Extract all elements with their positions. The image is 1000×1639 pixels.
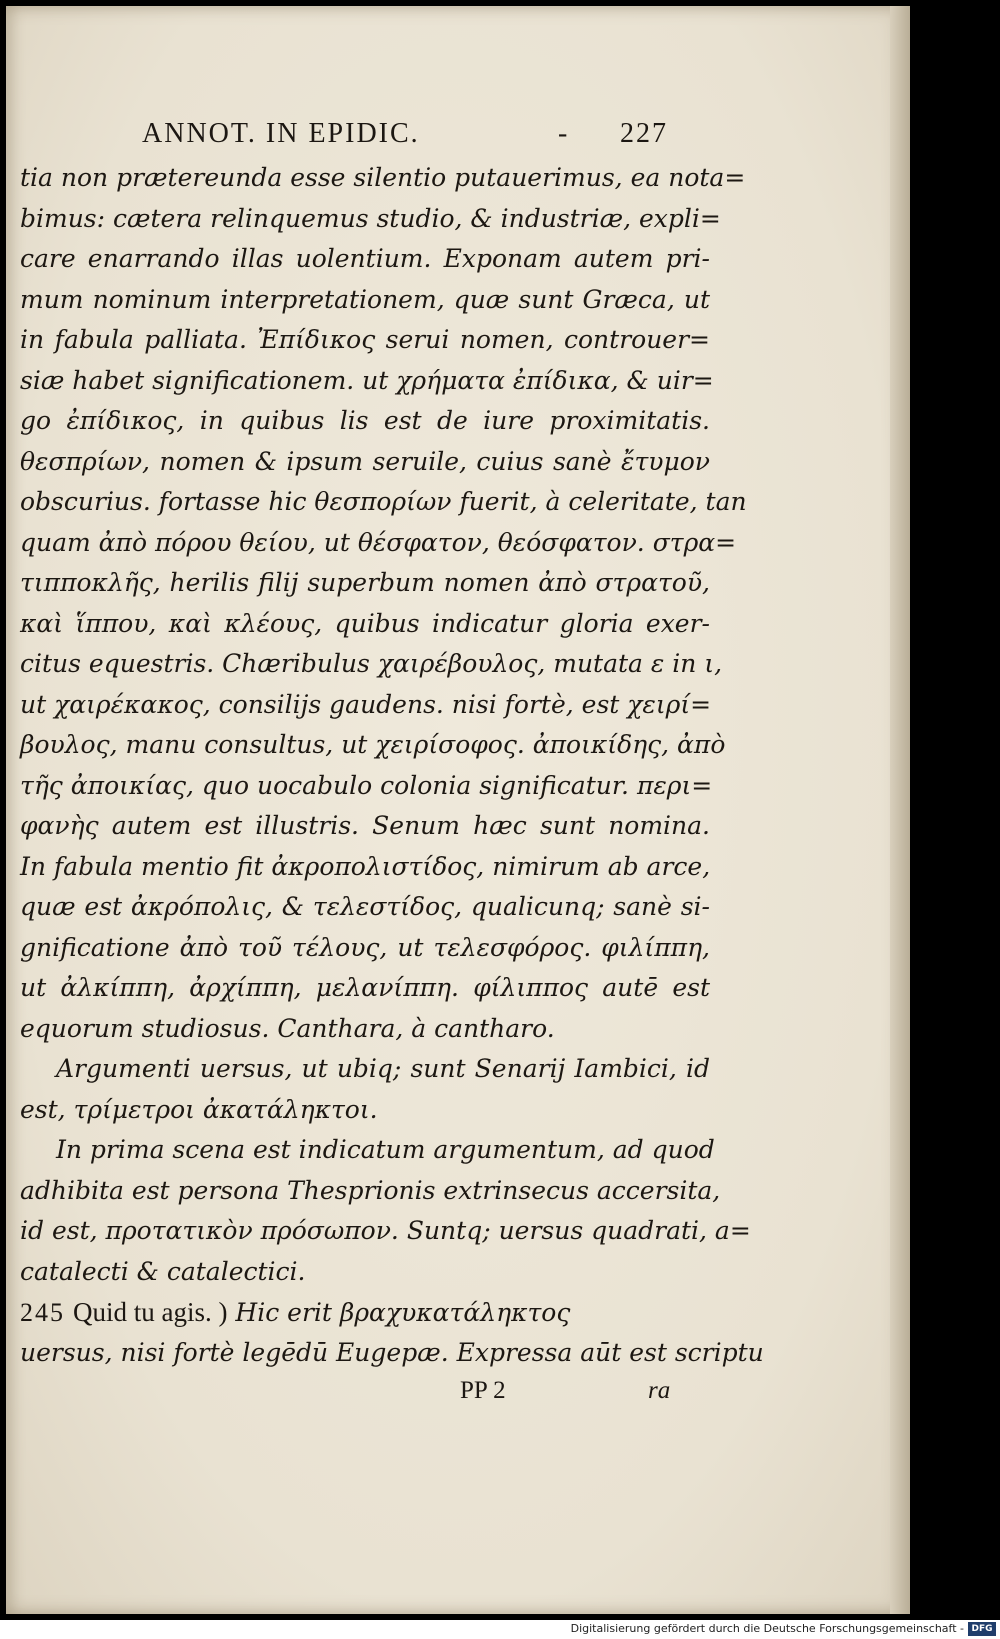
text-line: mum nominum interpretationem, quæ sunt Græca, ut [20,284,710,314]
text-line: bimus: cætera relinquemus studio, & industriæ, expli= [20,203,721,233]
text-line: obscurius. fortasse hic θεσπορίων fuerit, à celeritate, tan [20,487,747,516]
text-line: siæ habet significationem. ut χρήματα ἐπίδικα, & uir= [20,365,714,395]
text-line: in fabula palliata. Ἐπίδικος serui nomen, controuer= [20,325,710,354]
text-line: gnificatione ἀπὸ τοῦ τέλους, ut τελεσφόρος. φιλίππη, [20,932,710,962]
page-edge [890,6,910,1614]
signature-line [20,1373,710,1413]
text-line: τῆς ἀποικίας, quo uocabulo colonia significatur. περι= [20,770,713,800]
text-line: citus equestris. Chæribulus χαιρέβουλος, mutata ε in ι, [20,649,723,678]
text-line: φανὴς autem est illustris. Senum hæc sunt nomina. [20,811,710,840]
catchword: ra [648,1377,671,1404]
text-line: Argumenti uersus, ut ubiq; sunt Senarij Iambici, id [56,1054,710,1083]
text-line: est, τρίμετροι ἀκατάληκτοι. [20,1094,378,1124]
text-line: adhibita est persona Thesprionis extrinsecus accersita, [20,1175,721,1205]
lemma: Quid tu agis. ) [72,1297,228,1327]
entry-text: Hic erit βραχυκατάληκτος [235,1298,571,1327]
text-line: καὶ ἵππου, καὶ κλέους, quibus indicatur gloria exer- [20,608,710,638]
text-line: care enarrando illas uolentium. Exponam autem pri- [20,244,710,273]
funding-credit: Digitalisierung gefördert durch die Deutsche Forschungsgemeinschaft - [570,1622,964,1635]
running-head-title: ANNOT. IN EPIDIC. [142,118,420,149]
text-line: id est, προτατικὸν πρόσωπον. Suntq; uersus quadrati, a= [20,1216,751,1245]
text-line: ut ἀλκίππη, ἀρχίππη, μελανίππη. φίλιππος autē est [20,973,710,1002]
text-line: In fabula mentio fit ἀκροπολιστίδος, nimirum ab arce, [20,851,711,881]
running-head-dash: - [558,118,570,149]
text-line: uersus, nisi fortè legēdū Eugepæ. Expressa aūt est scriptu [20,1337,764,1367]
page-number: 227 [620,118,668,149]
text-line: τιπποκλῆς, herilis filij superbum nomen ἀπὸ στρατοῦ, [20,568,710,597]
text-line: tia non prætereunda esse silentio putauerimus, ea nota= [20,163,746,192]
text-line: catalecti & catalectici. [20,1256,306,1286]
text-line: quæ est ἀκρόπολις, & τελεστίδος, qualicunq; sanè si- [20,892,710,921]
text-line: In prima scena est indicatum argumentum, ad quod [56,1135,715,1164]
text-line: βουλος, manu consultus, ut χειρίσοφος. ἀποικίδης, ἀπὸ [20,730,726,759]
text-line: go ἐπίδικος, in quibus lis est de iure proximitatis. [20,406,710,435]
text-line: θεσπρίων, nomen & ipsum seruile, cuius sanè ἔτυμον [20,446,710,476]
verse-number: 245 [20,1298,65,1327]
text-line: quam ἀπὸ πόρου θείου, ut θέσφατον, θεόσφατον. στρα= [20,527,737,557]
signature-mark: PP 2 [460,1377,506,1404]
footer [0,1620,1000,1639]
dfg-logo-icon: DFG [968,1622,996,1636]
commentary-entry [20,1292,710,1333]
running-head [20,118,710,158]
text-line: ut χαιρέκακος, consilijs gaudens. nisi fortè, est χειρί= [20,689,712,719]
text-line: equorum studiosus. Canthara, à cantharo. [20,1013,555,1043]
page-text [20,118,764,1413]
